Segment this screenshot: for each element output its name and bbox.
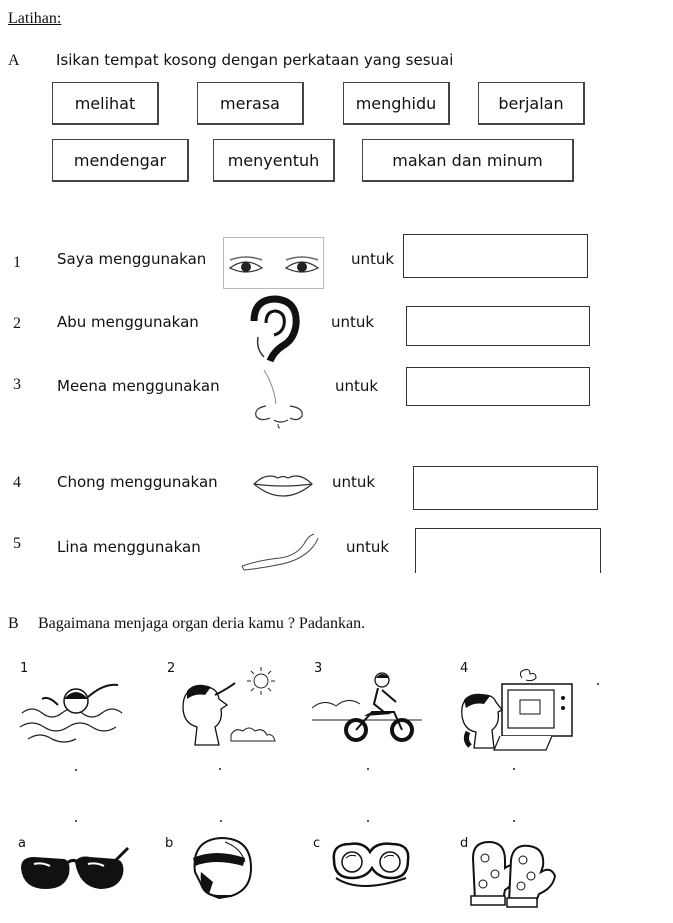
question-text: Saya menggunakan: [57, 250, 207, 268]
match-dot[interactable]: [75, 769, 77, 771]
question-text: Lina menggunakan: [57, 538, 201, 556]
section-a-letter: A: [8, 52, 20, 69]
section-a-instruction: Isikan tempat kosong dengan perkataan yang sesuai: [56, 51, 454, 69]
question-text: Meena menggunakan: [57, 377, 220, 395]
match-dot[interactable]: [513, 768, 515, 770]
picture-label: b: [165, 836, 174, 851]
question-connector: untuk: [346, 538, 390, 556]
sun-glare-icon: [175, 665, 283, 749]
swimmer-icon: [18, 665, 136, 745]
word-option[interactable]: merasa: [197, 82, 304, 125]
helmet-icon: [185, 832, 257, 902]
word-option[interactable]: melihat: [52, 82, 159, 125]
question-number: 5: [13, 535, 21, 552]
picture-label: d: [460, 836, 469, 851]
lips-icon: [252, 470, 314, 498]
question-connector: untuk: [331, 313, 375, 331]
page-title: Latihan:: [8, 10, 62, 27]
question-text: Abu menggunakan: [57, 313, 199, 331]
sunglasses-icon: [20, 846, 130, 896]
motorcycle-rider-icon: [312, 668, 422, 744]
answer-box[interactable]: [413, 466, 598, 510]
match-dot[interactable]: [367, 768, 369, 770]
question-number: 3: [13, 376, 21, 393]
answer-box[interactable]: [403, 234, 588, 278]
nose-icon: [248, 366, 310, 430]
question-text: Chong menggunakan: [57, 473, 218, 491]
word-option[interactable]: menyentuh: [213, 139, 335, 182]
section-b-instruction: Bagaimana menjaga organ deria kamu ? Padankan.: [38, 615, 366, 632]
match-dot[interactable]: [219, 768, 221, 770]
goggles-icon: [330, 838, 412, 896]
picture-label: 4: [460, 661, 469, 676]
word-option[interactable]: menghidu: [343, 82, 450, 125]
ear-icon: [240, 293, 302, 365]
question-number: 2: [13, 315, 21, 332]
question-connector: untuk: [351, 250, 395, 268]
word-option[interactable]: makan dan minum: [362, 139, 574, 182]
word-option[interactable]: berjalan: [478, 82, 585, 125]
eyes-icon: [223, 237, 324, 289]
picture-label: 3: [314, 661, 323, 676]
question-number: 4: [13, 474, 21, 491]
picture-label: 2: [167, 661, 176, 676]
answer-box[interactable]: [406, 306, 590, 346]
hand-icon: [240, 530, 322, 572]
section-b-letter: B: [8, 615, 19, 632]
oven-mitts-icon: [465, 838, 565, 908]
question-connector: untuk: [335, 377, 379, 395]
match-dot[interactable]: [220, 820, 222, 822]
picture-label: a: [18, 836, 26, 851]
picture-label: 1: [20, 661, 29, 676]
question-number: 1: [13, 254, 21, 271]
match-dot[interactable]: [513, 820, 515, 822]
answer-box[interactable]: [415, 528, 601, 573]
question-connector: untuk: [332, 473, 376, 491]
match-dot[interactable]: [367, 820, 369, 822]
oven-icon: [460, 668, 576, 752]
match-dot: [597, 683, 599, 685]
picture-label: c: [313, 836, 321, 851]
answer-box[interactable]: [406, 367, 590, 406]
match-dot[interactable]: [75, 820, 77, 822]
word-option[interactable]: mendengar: [52, 139, 189, 182]
